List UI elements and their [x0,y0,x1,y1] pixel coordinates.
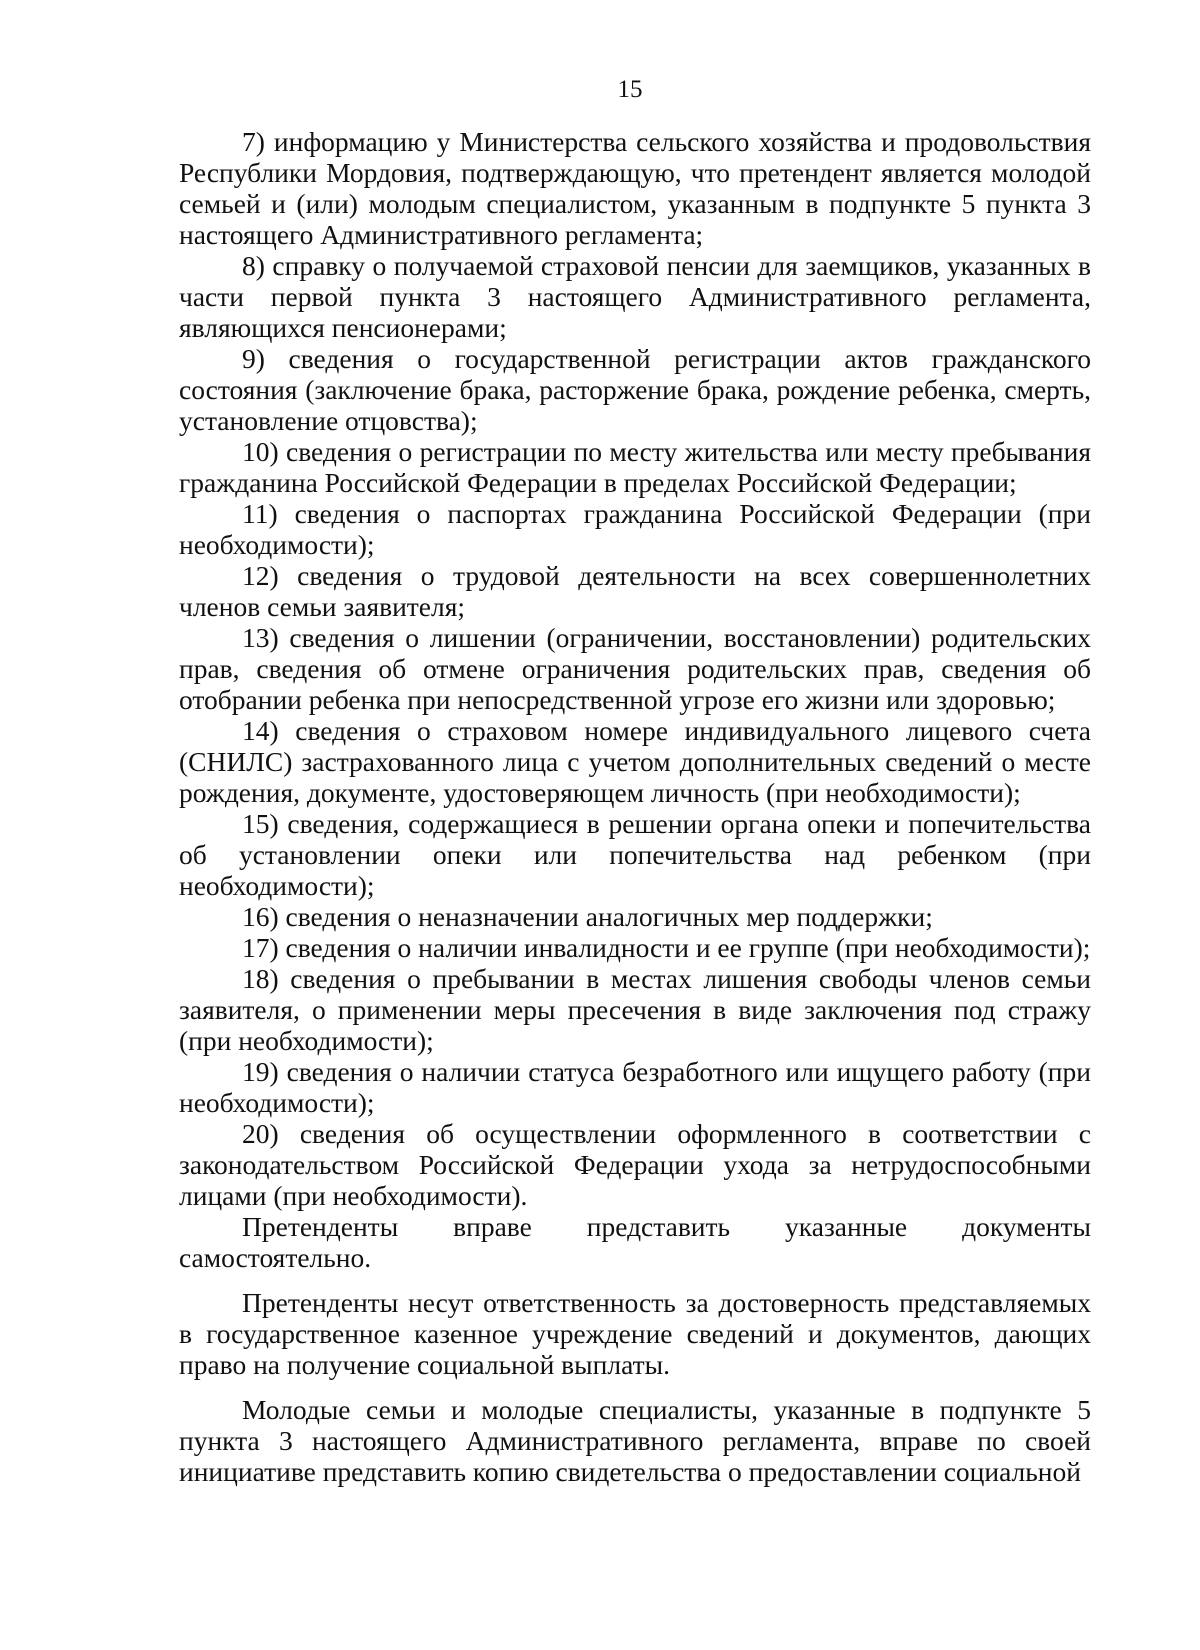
paragraph: Молодые семьи и молодые специалисты, указанные в подпункте 5 пункта 3 настоящего Административного регламента, вправе по своей инициативе представить копию свидетельства о предоставлении социальной [179,1394,1091,1487]
paragraph: 15) сведения, содержащиеся в решении органа опеки и попечительства об установлении опеки или попечительства над ребенком (при необходимости); [179,808,1091,901]
paragraph: 18) сведения о пребывании в местах лишения свободы членов семьи заявителя, о применении меры пресечения в виде заключения под стражу (при необходимости); [179,963,1091,1056]
paragraph: 7) информацию у Министерства сельского хозяйства и продовольствия Республики Мордовия, подтверждающую, что претендент является молодой семьей и (или) молодым специалистом, указанным в подпункте 5 пункта 3 настоящего Административного регламента; [179,126,1091,250]
paragraph: Претенденты несут ответственность за достоверность представляемых в государственное казенное учреждение сведений и документов, дающих право на получение социальной выплаты. [179,1287,1091,1380]
paragraph: 19) сведения о наличии статуса безработного или ищущего работу (при необходимости); [179,1056,1091,1118]
paragraph: 8) справку о получаемой страховой пенсии для заемщиков, указанных в части первой пункта 3 настоящего Административного регламента, являющихся пенсионерами; [179,250,1091,343]
paragraph: 14) сведения о страховом номере индивидуального лицевого счета (СНИЛС) застрахованного лица с учетом дополнительных сведений о месте рождения, документе, удостоверяющем личность (при необходимости); [179,715,1091,808]
paragraph: 17) сведения о наличии инвалидности и ее группе (при необходимости); [242,932,1091,963]
paragraph: 10) сведения о регистрации по месту жительства или месту пребывания гражданина Российской Федерации в пределах Российской Федерации; [179,436,1091,498]
paragraph: 20) сведения об осуществлении оформленного в соответствии с законодательством Российской Федерации ухода за нетрудоспособными лицами (при необходимости). [179,1118,1091,1211]
paragraph: 11) сведения о паспортах гражданина Российской Федерации (при необходимости); [179,498,1091,560]
paragraph: Претенденты вправе представить указанные документы самостоятельно. [179,1211,1091,1273]
paragraph: 16) сведения о неназначении аналогичных мер поддержки; [242,901,933,932]
document-body [179,126,1091,1487]
paragraph: 12) сведения о трудовой деятельности на всех совершеннолетних членов семьи заявителя; [179,560,1091,622]
page-number: 15 [617,76,643,103]
paragraph: 9) сведения о государственной регистрации актов гражданского состояния (заключение брака, расторжение брака, рождение ребенка, смерть, установление отцовства); [179,343,1091,436]
paragraph: 13) сведения о лишении (ограничении, восстановлении) родительских прав, сведения об отмене ограничения родительских прав, сведения об отобрании ребенка при непосредственной угрозе его жизни или здоровью; [179,622,1091,715]
